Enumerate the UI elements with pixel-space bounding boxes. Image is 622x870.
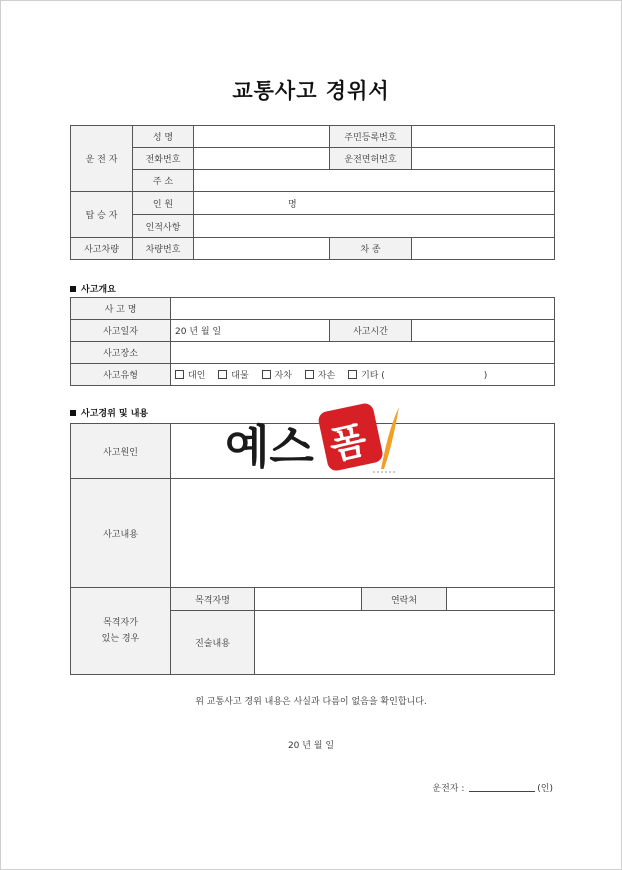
personal-label: 인적사항 xyxy=(133,215,194,238)
overview-table xyxy=(70,297,555,386)
phone-field[interactable] xyxy=(194,148,330,170)
logo-text-dark: 예스 xyxy=(225,420,314,474)
name-label: 성 명 xyxy=(133,126,194,148)
cause-label: 사고원인 xyxy=(71,424,171,479)
passenger-label: 탑 승 자 xyxy=(71,192,133,238)
contact-field[interactable] xyxy=(447,588,555,611)
personal-field[interactable] xyxy=(194,215,555,238)
license-label: 운전면허번호 xyxy=(330,148,412,170)
signature-date: 20 년 월 일 xyxy=(287,741,335,751)
witness-label xyxy=(71,588,171,675)
rrn-field[interactable] xyxy=(412,126,555,148)
signature-line[interactable] xyxy=(469,782,535,792)
content-field[interactable] xyxy=(171,479,555,588)
section-overview-heading xyxy=(70,282,116,295)
checkbox-icon xyxy=(348,370,357,379)
page-title: 교통사고 경위서 xyxy=(232,79,390,103)
accident-time-label: 사고시간 xyxy=(330,320,412,342)
accident-time-field[interactable] xyxy=(412,320,555,342)
content-label: 사고내용 xyxy=(71,479,171,588)
license-field[interactable] xyxy=(412,148,555,170)
option-own-vehicle[interactable]: 자차 xyxy=(262,368,292,381)
accident-date-field[interactable]: 20 년 월 일 xyxy=(171,320,330,342)
address-label: 주 소 xyxy=(133,170,194,192)
accident-name-label: 사 고 명 xyxy=(71,298,171,320)
driver-signature xyxy=(432,781,553,794)
people-field[interactable] xyxy=(194,192,555,215)
witness-label-line2: 있는 경우 xyxy=(101,634,140,644)
logo-text-red: 폼 xyxy=(325,417,371,469)
witness-name-label: 목격자명 xyxy=(171,588,255,611)
section-overview-text: 사고개요 xyxy=(81,285,116,295)
address-field[interactable] xyxy=(194,170,555,192)
other-close-paren: ) xyxy=(483,371,488,381)
statement-field[interactable] xyxy=(255,611,555,675)
accident-type-options xyxy=(171,364,555,386)
driver-label: 운 전 자 xyxy=(71,126,133,192)
section-details-text: 사고경위 및 내용 xyxy=(81,409,149,419)
seal-mark: (인) xyxy=(537,784,553,794)
phone-label: 전화번호 xyxy=(133,148,194,170)
square-bullet-icon xyxy=(70,410,76,416)
statement-label: 진술내용 xyxy=(171,611,255,675)
plate-field[interactable] xyxy=(194,238,330,260)
yesform-logo xyxy=(223,399,403,479)
name-field[interactable] xyxy=(194,126,330,148)
checkbox-icon xyxy=(175,370,184,379)
people-unit: 명 xyxy=(288,199,297,210)
accident-place-label: 사고장소 xyxy=(71,342,171,364)
square-bullet-icon xyxy=(70,286,76,292)
signature-label: 운전자 : xyxy=(432,784,465,794)
option-property[interactable]: 대물 xyxy=(218,368,248,381)
quill-icon xyxy=(381,407,399,469)
accident-name-field[interactable] xyxy=(171,298,555,320)
option-other[interactable]: 기타 ( xyxy=(348,368,385,381)
logo-red-badge xyxy=(317,402,384,472)
vehicle-type-field[interactable] xyxy=(412,238,555,260)
accident-date-label: 사고일자 xyxy=(71,320,171,342)
driver-info-table xyxy=(70,125,555,260)
people-label: 인 원 xyxy=(133,192,194,215)
vehicle-type-label: 차 종 xyxy=(330,238,412,260)
checkbox-icon xyxy=(218,370,227,379)
rrn-label: 주민등록번호 xyxy=(330,126,412,148)
accident-place-field[interactable] xyxy=(171,342,555,364)
section-details-heading xyxy=(70,406,148,419)
checkbox-icon xyxy=(262,370,271,379)
witness-label-line1: 목격자가 xyxy=(103,618,138,628)
vehicle-label: 사고차량 xyxy=(71,238,133,260)
option-self-injury[interactable]: 자손 xyxy=(305,368,335,381)
checkbox-icon xyxy=(305,370,314,379)
witness-name-field[interactable] xyxy=(255,588,362,611)
contact-label: 연락처 xyxy=(362,588,447,611)
option-injury[interactable]: 대인 xyxy=(175,368,205,381)
confirmation-statement: 위 교통사고 경위 내용은 사실과 다름이 없음을 확인합니다. xyxy=(195,697,427,707)
plate-label: 차량번호 xyxy=(133,238,194,260)
accident-type-label: 사고유형 xyxy=(71,364,171,386)
